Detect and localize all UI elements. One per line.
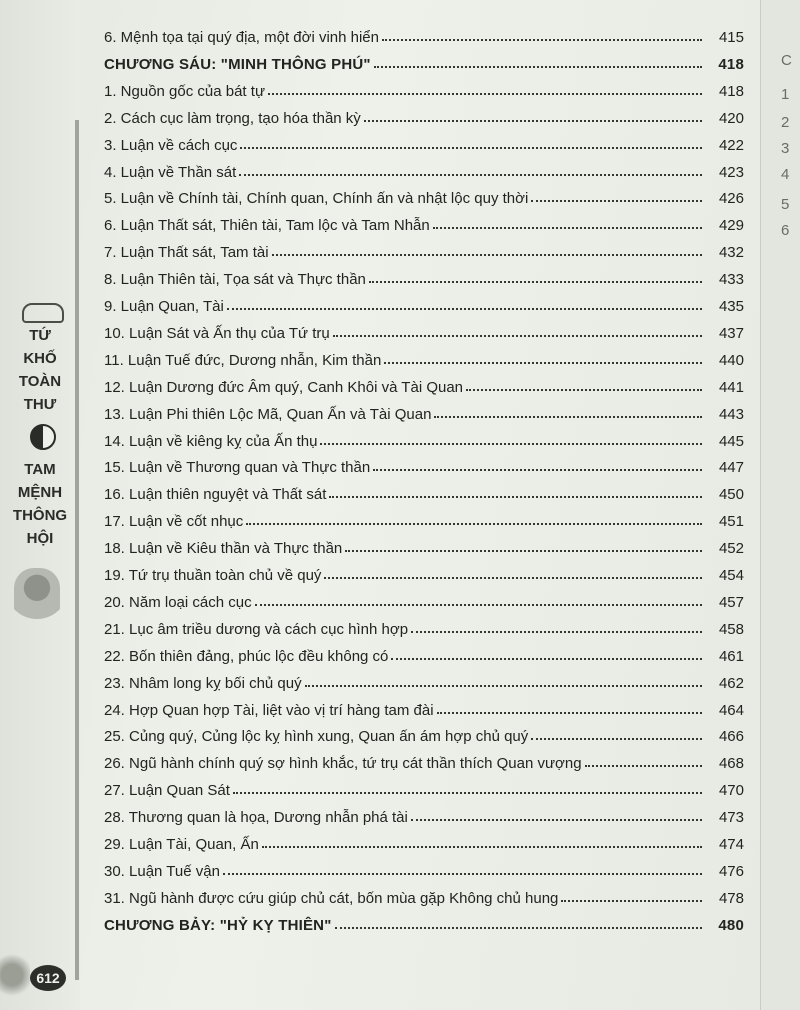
toc-entry-row: [104, 562, 744, 584]
dot-leader: [268, 87, 702, 95]
dot-leader: [411, 813, 702, 821]
toc-page-number: 437: [718, 324, 744, 342]
toc-entry-row: [104, 212, 744, 234]
toc-entry-title: 6. Mệnh tọa tại quý địa, một đời vinh hiển: [104, 29, 379, 46]
toc-page-number: 445: [718, 432, 744, 450]
dot-leader: [411, 625, 702, 633]
toc-page-number: 470: [718, 782, 744, 800]
toc-page-number: 418: [718, 55, 744, 73]
facing-page-edge: [760, 0, 800, 1010]
dot-leader: [329, 490, 702, 498]
toc-entry-row: [104, 159, 744, 181]
dot-leader: [466, 383, 702, 391]
toc-entry-title: 15. Luận về Thương quan và Thực thần: [104, 459, 371, 477]
toc-entry-row: [104, 885, 744, 907]
toc-page-number: 426: [718, 190, 744, 208]
toc-entry-row: [104, 185, 744, 207]
toc-page-number: 440: [718, 351, 744, 369]
toc-entry-title: 19. Tứ trụ thuần toàn chủ về quý: [104, 567, 322, 584]
chapter-heading-row: [104, 51, 744, 73]
facing-page-text: C: [781, 52, 792, 69]
facing-page-text: 1: [781, 86, 790, 103]
dot-leader: [382, 33, 702, 41]
toc-entry-row: [104, 750, 744, 772]
toc-page-number: 474: [718, 836, 744, 853]
toc-entry-title: 27. Luận Quan Sát: [104, 782, 230, 800]
yin-yang-icon: [30, 424, 56, 450]
toc-page-number: 480: [718, 916, 744, 934]
toc-entry-row: [104, 293, 744, 315]
toc-entry-row: [104, 24, 744, 46]
toc-entry-row: [104, 347, 744, 369]
toc-entry-title: 11. Luận Tuế đức, Dương nhẫn, Kim thần: [104, 351, 382, 369]
toc-page-number: 454: [718, 567, 744, 584]
toc-entry-row: [104, 508, 744, 530]
toc-entry-title: 26. Ngũ hành chính quý sợ hình khắc, tứ trụ cát thần thích Quan vượng: [104, 755, 582, 773]
side-title-line: TỨ: [29, 327, 51, 344]
toc-entry-title: 23. Nhâm long kỵ bối chủ quý: [104, 674, 302, 692]
toc-entry-title: 22. Bốn thiên đảng, phúc lộc đều không có: [104, 647, 389, 665]
dot-leader: [233, 786, 702, 794]
dot-leader: [272, 248, 702, 256]
dot-leader: [223, 867, 702, 875]
chapter-heading-row: [104, 912, 744, 934]
toc-page-number: 473: [718, 809, 744, 827]
toc-entry-title: 31. Ngũ hành được cứu giúp chủ cát, bốn mùa gặp Không chủ hung: [104, 889, 559, 907]
toc-entry-title: 6. Luận Thất sát, Thiên tài, Tam lộc và Tam Nhẫn: [104, 217, 430, 235]
toc-entry-row: [104, 589, 744, 611]
toc-entry-row: [104, 831, 744, 853]
side-title-line: HỘI: [26, 530, 54, 547]
toc-page-number: 476: [718, 862, 744, 880]
toc-entry-row: [104, 132, 744, 154]
dot-leader: [585, 759, 702, 767]
side-title-line: MỆNH: [17, 484, 63, 501]
toc-page-number: 461: [718, 647, 744, 665]
dot-leader: [333, 329, 702, 337]
dot-leader: [320, 437, 702, 445]
toc-page-number: 441: [718, 378, 744, 396]
dot-leader: [531, 194, 702, 202]
toc-entry-row: [104, 401, 744, 423]
toc-entry-title: 30. Luận Tuế vận: [104, 862, 220, 880]
side-title-line: TAM: [24, 461, 56, 478]
toc-entry-title: 3. Luận về cách cục: [104, 136, 238, 154]
toc-page-number: 443: [718, 405, 744, 423]
toc-entry-row: [104, 481, 744, 503]
toc-page-number: 418: [718, 82, 744, 100]
dot-leader: [305, 679, 702, 687]
side-title-line: THÔNG: [12, 507, 68, 524]
toc-page-number: 462: [718, 674, 744, 692]
toc-entry-title: CHƯƠNG SÁU: "MINH THÔNG PHÚ": [104, 55, 371, 73]
facing-page-text: 4: [781, 166, 790, 183]
toc-page-number: 468: [718, 755, 744, 773]
toc-entry-row: [104, 266, 744, 288]
dot-leader: [437, 706, 702, 714]
toc-entry-title: 2. Cách cục làm trọng, tạo hóa thần kỳ: [104, 109, 361, 127]
toc-entry-row: [104, 239, 744, 261]
toc-entry-title: 12. Luận Dương đức Âm quý, Canh Khôi và Tài Quan: [104, 378, 464, 396]
dot-leader: [324, 571, 702, 579]
dot-leader: [239, 168, 702, 176]
toc-page-number: 464: [718, 701, 744, 719]
dot-leader: [262, 840, 702, 848]
side-divider: [75, 120, 79, 980]
facing-page-text: 5: [781, 196, 790, 213]
toc-page-number: 452: [718, 540, 744, 558]
dot-leader: [391, 652, 702, 660]
side-title-line: KHỐ: [23, 350, 57, 367]
page-number-badge: 612: [30, 965, 66, 991]
dot-leader: [434, 410, 702, 418]
toc-entry-title: 5. Luận về Chính tài, Chính quan, Chính ấn và nhật lộc quy thời: [104, 190, 529, 208]
toc-page-number: 422: [718, 136, 744, 154]
dot-leader: [369, 275, 702, 283]
toc-entry-row: [104, 428, 744, 450]
toc-entry-title: 13. Luận Phi thiên Lộc Mã, Quan Ấn và Tài Quan: [104, 405, 432, 423]
toc-entry-title: 17. Luận về cốt nhục: [104, 513, 244, 531]
toc-entry-title: 25. Củng quý, Củng lộc kỵ hình xung, Quan ấn ám hợp chủ quý: [104, 728, 529, 746]
dot-leader: [561, 894, 702, 902]
toc-page-number: 429: [718, 217, 744, 235]
toc-entry-title: 28. Thương quan là họa, Dương nhẫn phá tài: [104, 809, 408, 827]
toc-entry-title: 4. Luận về Thần sát: [104, 163, 237, 181]
toc-entry-row: [104, 320, 744, 342]
dot-leader: [433, 221, 702, 229]
facing-page-text: 2: [781, 114, 790, 131]
corner-ornament: [0, 945, 30, 1005]
toc-entry-row: [104, 858, 744, 880]
toc-entry-row: [104, 105, 744, 127]
toc-entry-row: [104, 723, 744, 745]
toc-entry-row: [104, 535, 744, 557]
dot-leader: [373, 463, 702, 471]
toc-page-number: 435: [718, 298, 744, 315]
dot-leader: [384, 356, 702, 364]
toc-page-number: 420: [718, 109, 744, 127]
toc-entry-title: CHƯƠNG BẢY: "HỶ KỴ THIÊN": [104, 916, 332, 934]
toc-page-number: 433: [718, 271, 744, 289]
dot-leader: [246, 517, 702, 525]
toc-entry-title: 8. Luận Thiên tài, Tọa sát và Thực thần: [104, 271, 366, 289]
dot-leader: [335, 921, 702, 929]
toc-page-number: 423: [718, 163, 744, 181]
toc-entry-row: [104, 78, 744, 100]
dot-leader: [227, 302, 702, 310]
toc-entry-row: [104, 670, 744, 692]
dot-leader: [240, 141, 702, 149]
toc-page-number: 458: [718, 620, 744, 638]
toc-entry-row: [104, 454, 744, 476]
toc-page-number: 457: [718, 593, 744, 611]
dot-leader: [374, 60, 702, 68]
top-ornament: [68, 0, 108, 24]
facing-page-text: 3: [781, 140, 790, 157]
toc-entry-row: [104, 777, 744, 799]
toc-entry-row: [104, 804, 744, 826]
dot-leader: [255, 598, 702, 606]
toc-page-number: 478: [718, 889, 744, 907]
toc-entry-row: [104, 374, 744, 396]
dot-leader: [531, 732, 702, 740]
toc-page-number: 432: [718, 244, 744, 262]
dot-leader: [345, 544, 702, 552]
toc-page-number: 447: [718, 459, 744, 477]
toc-entry-title: 10. Luận Sát và Ấn thụ của Tứ trụ: [104, 324, 330, 342]
sage-figure-illustration: [14, 568, 60, 634]
toc-entry-title: 24. Hợp Quan hợp Tài, liệt vào vị trí hàng tam đài: [104, 701, 434, 719]
dot-leader: [364, 114, 702, 122]
toc-entry-row: [104, 697, 744, 719]
toc-entry-title: 20. Năm loại cách cục: [104, 593, 252, 611]
toc-entry-title: 9. Luận Quan, Tài: [104, 298, 224, 315]
toc-entry-title: 1. Nguồn gốc của bát tự: [104, 82, 265, 100]
toc-page-number: 415: [718, 29, 744, 46]
toc-entry-title: 7. Luận Thất sát, Tam tài: [104, 244, 269, 262]
toc-entry-title: 14. Luận về kiêng kỵ của Ấn thụ: [104, 432, 318, 450]
toc-entry-title: 29. Luận Tài, Quan, Ấn: [104, 836, 259, 853]
facing-page-text: 6: [781, 222, 790, 239]
side-title-line: THƯ: [23, 396, 57, 413]
toc-entry-title: 16. Luận thiên nguyệt và Thất sát: [104, 486, 327, 504]
toc-entry-row: [104, 643, 744, 665]
toc-entry-title: 18. Luận về Kiêu thần và Thực thần: [104, 540, 343, 558]
cloud-ornament-icon: [22, 303, 64, 323]
toc-page-number: 466: [718, 728, 744, 746]
toc-entry-title: 21. Lục âm triều dương và cách cục hình hợp: [104, 620, 409, 638]
toc-page-number: 451: [718, 513, 744, 531]
toc-page-number: 450: [718, 486, 744, 504]
toc-entry-row: [104, 616, 744, 638]
side-title-line: TOÀN: [18, 373, 62, 390]
